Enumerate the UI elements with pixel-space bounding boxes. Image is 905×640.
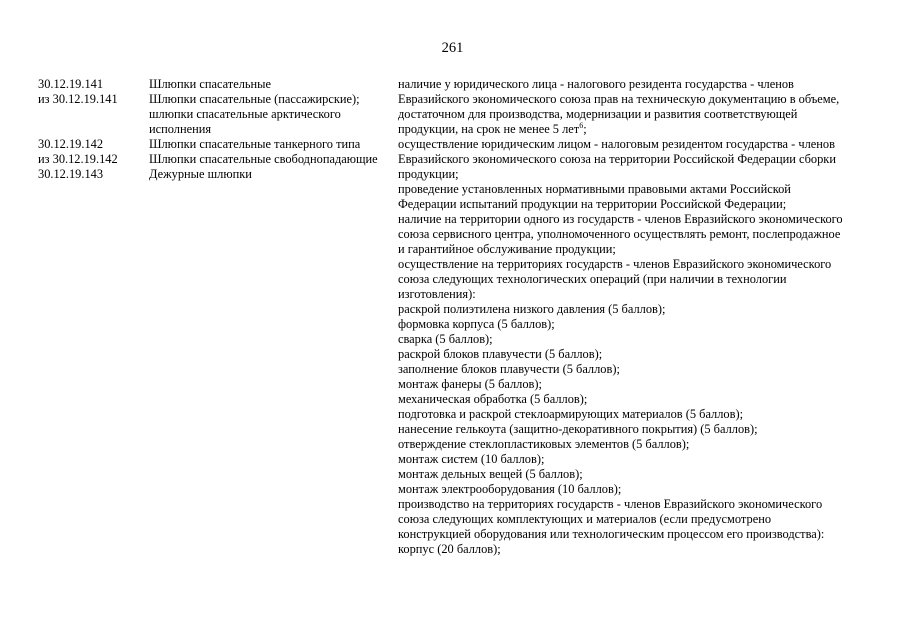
product-code bbox=[38, 107, 143, 122]
requirement-line: конструкцией оборудования или технологическим процессом его производства): bbox=[398, 527, 825, 541]
product-name: Шлюпки спасательные bbox=[149, 77, 271, 91]
product-name: шлюпки спасательные арктического bbox=[149, 107, 341, 121]
requirement-line: союза следующих технологических операций (при наличии в технологии bbox=[398, 272, 787, 286]
requirement-line: союза следующих комплектующих и материалов (если предусмотрено bbox=[398, 512, 772, 526]
product-code: 30.12.19.143 bbox=[38, 167, 104, 181]
requirement-line: монтаж электрооборудования (10 баллов); bbox=[398, 482, 622, 496]
product-name: Шлюпки спасательные свободнопадающие bbox=[149, 152, 378, 166]
requirement-line: осуществление на территориях государств - членов Евразийского экономического bbox=[398, 257, 832, 271]
requirement-line: осуществление юридическим лицом - налоговым резидентом государства - членов bbox=[398, 137, 835, 151]
product-code: из 30.12.19.141 bbox=[38, 92, 118, 106]
requirement-line: изготовления): bbox=[398, 287, 476, 301]
product-code: из 30.12.19.142 bbox=[38, 152, 118, 166]
requirement-line: Евразийского экономического союза на территории Российской Федерации сборки bbox=[398, 152, 836, 166]
product-name: Дежурные шлюпки bbox=[149, 167, 252, 181]
footnote-reference: 6 bbox=[579, 121, 584, 130]
requirement-text: продукции, на срок не менее 5 лет bbox=[398, 122, 580, 136]
requirement-text: ; bbox=[583, 122, 587, 136]
requirement-line: монтаж фанеры (5 баллов); bbox=[398, 377, 542, 391]
requirement-line: наличие у юридического лица - налогового резидента государства - членов bbox=[398, 77, 794, 91]
requirement-line: продукции; bbox=[398, 167, 459, 181]
requirement-line: наличие на территории одного из государств - членов Евразийского экономического bbox=[398, 212, 843, 226]
requirement-line: механическая обработка (5 баллов); bbox=[398, 392, 588, 406]
requirement-line: союза сервисного центра, уполномоченного осуществлять ремонт, послепродажное bbox=[398, 227, 841, 241]
product-code: 30.12.19.141 bbox=[38, 77, 104, 91]
page-number: 261 bbox=[441, 40, 464, 56]
requirement-line: монтаж дельных вещей (5 баллов); bbox=[398, 467, 583, 481]
requirement-line: подготовка и раскрой стеклоармирующих материалов (5 баллов); bbox=[398, 407, 744, 421]
product-code bbox=[38, 122, 143, 137]
product-name: Шлюпки спасательные танкерного типа bbox=[149, 137, 361, 151]
requirement-line bbox=[398, 122, 880, 137]
requirement-line: отверждение стеклопластиковых элементов (5 баллов); bbox=[398, 437, 690, 451]
requirement-line: формовка корпуса (5 баллов); bbox=[398, 317, 555, 331]
requirement-line: раскрой блоков плавучести (5 баллов); bbox=[398, 347, 603, 361]
product-name-column bbox=[149, 77, 391, 182]
requirement-line: и гарантийное обслуживание продукции; bbox=[398, 242, 616, 256]
requirements-list bbox=[398, 137, 880, 557]
requirement-line: производство на территориях государств - членов Евразийского экономического bbox=[398, 497, 823, 511]
product-code: 30.12.19.142 bbox=[38, 137, 104, 151]
requirement-line: Евразийского экономического союза прав на техническую документацию в объеме, bbox=[398, 92, 840, 106]
requirement-line: сварка (5 баллов); bbox=[398, 332, 493, 346]
requirements-column bbox=[398, 77, 880, 557]
requirement-line: заполнение блоков плавучести (5 баллов); bbox=[398, 362, 620, 376]
requirement-line: раскрой полиэтилена низкого давления (5 баллов); bbox=[398, 302, 666, 316]
requirement-line: достаточном для производства, модернизации и развития соответствующей bbox=[398, 107, 798, 121]
requirement-line: нанесение гелькоута (защитно-декоративного покрытия) (5 баллов); bbox=[398, 422, 758, 436]
requirement-line: проведение установленных нормативными правовыми актами Российской bbox=[398, 182, 791, 196]
product-code-column bbox=[38, 77, 143, 182]
requirement-line: Федерации испытаний продукции на территории Российской Федерации; bbox=[398, 197, 787, 211]
requirement-line: монтаж систем (10 баллов); bbox=[398, 452, 545, 466]
product-name: исполнения bbox=[149, 122, 212, 136]
product-name: Шлюпки спасательные (пассажирские); bbox=[149, 92, 360, 106]
requirement-line: корпус (20 баллов); bbox=[398, 542, 501, 556]
